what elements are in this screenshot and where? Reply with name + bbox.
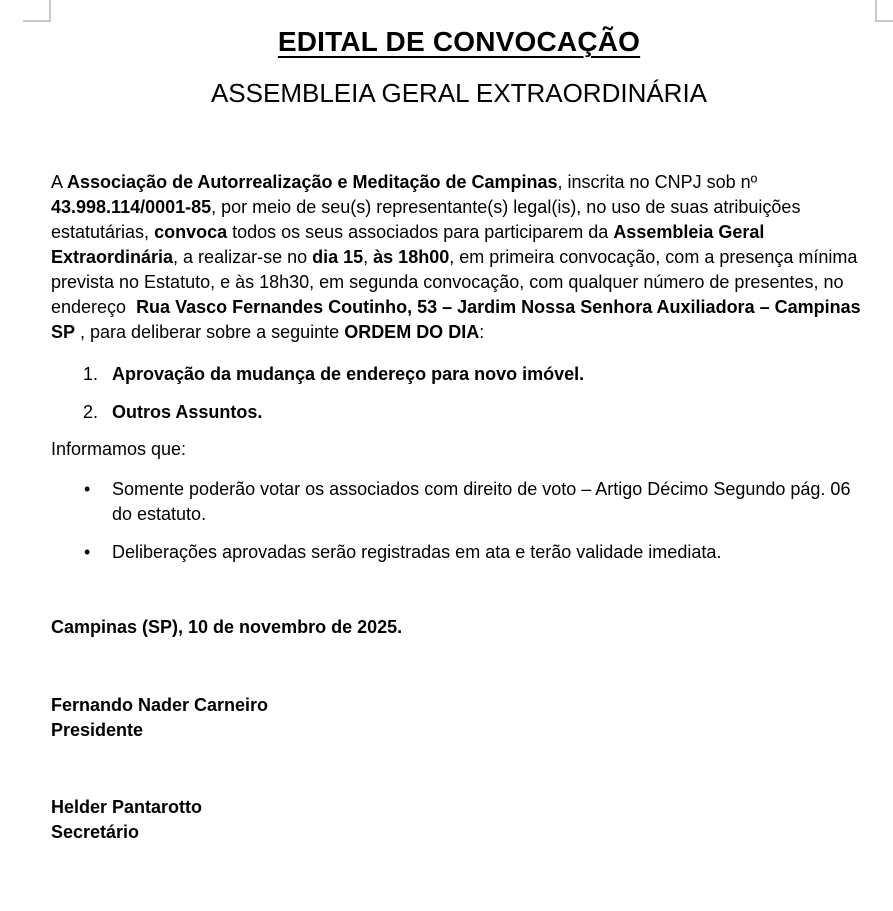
informamos-label: Informamos que:: [51, 439, 187, 459]
list-item: [51, 400, 867, 425]
list-item-number: 1.: [83, 364, 99, 384]
document-title-text: EDITAL DE CONVOCAÇÃO: [277, 26, 641, 57]
document-subtitle: ASSEMBLEIA GERAL EXTRAORDINÁRIA: [210, 78, 708, 108]
info-bullet-list: [51, 477, 867, 565]
signature-role: Presidente: [51, 720, 144, 740]
signature-block-secretary: [51, 795, 867, 845]
signature-role: Secretário: [51, 822, 140, 842]
signature-block-president: [51, 693, 867, 743]
list-item-text: Outros Assuntos.: [112, 402, 263, 422]
list-item-text: Somente poderão votar os associados com direito de voto – Artigo Décimo Segundo pág. 06 do estatuto.: [112, 479, 851, 524]
list-item-text: Aprovação da mudança de endereço para novo imóvel.: [112, 364, 585, 384]
list-item: [51, 477, 867, 527]
list-item: [51, 362, 867, 387]
page-margin-corner-mark-right-icon: [875, 0, 893, 22]
document-title: [51, 24, 867, 60]
signature-name: Helder Pantarotto: [51, 797, 203, 817]
ordem-do-dia-list: [51, 362, 867, 425]
page-margin-corner-mark-left-icon: [23, 0, 51, 22]
signature-name: Fernando Nader Carneiro: [51, 695, 269, 715]
bullet-icon: •: [84, 542, 91, 562]
intro-paragraph: A Associação de Autorrealização e Meditação de Campinas, inscrita no CNPJ sob nº 43.998.114/0001-85, por meio de seu(s) representante(s) legal(is), no uso de suas atribuições estatutárias, convoca todos os seus associados para participarem da Assembleia Geral Extraordinária, a realizar-se no dia 15, às 18h00, em primeira convocação, com a presença mínima prevista no Estatuto, e às 18h30, em segunda convocação, com qualquer número de presentes, no endereço Rua Vasco Fernandes Coutinho, 53 – Jardim Nossa Senhora Auxiliadora – Campinas SP , para deliberar sobre a seguinte ORDEM DO DIA:: [51, 172, 866, 342]
date-line: Campinas (SP), 10 de novembro de 2025.: [51, 617, 403, 637]
list-item: [51, 540, 867, 565]
bullet-icon: •: [84, 479, 91, 499]
list-item-number: 2.: [83, 402, 99, 422]
list-item-text: Deliberações aprovadas serão registradas em ata e terão validade imediata.: [112, 542, 722, 562]
